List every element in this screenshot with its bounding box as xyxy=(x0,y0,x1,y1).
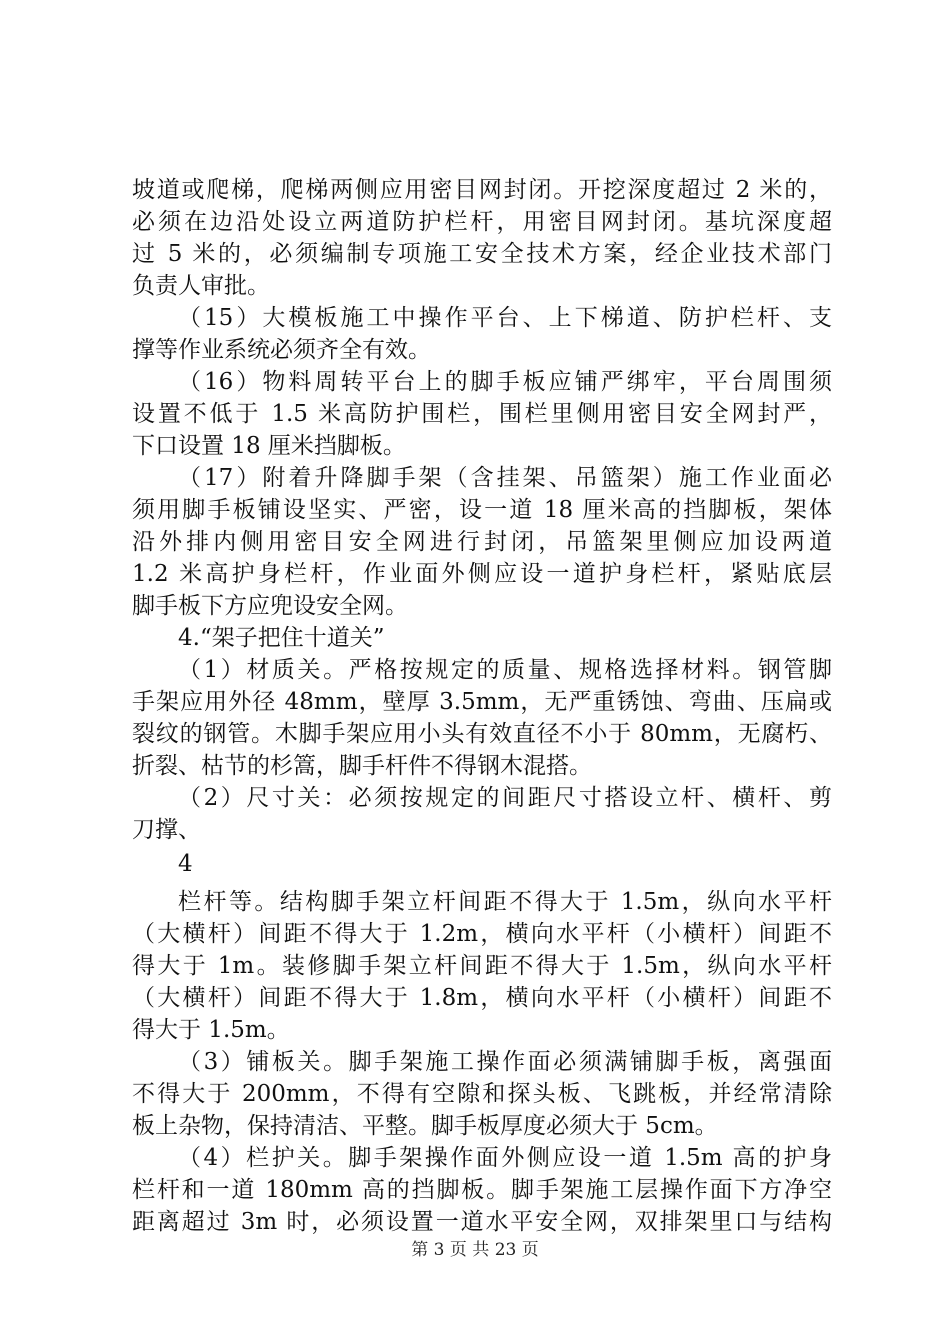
text-line: 必须在边沿处设立两道防护栏杆，用密目网封闭。基坑深度超 xyxy=(132,209,832,235)
text-line: 得大于 1.5m。 xyxy=(132,1017,290,1043)
text-line: 坡道或爬梯，爬梯两侧应用密目网封闭。开挖深度超过 2 米的， xyxy=(132,177,832,203)
text-line: 负责人审批。 xyxy=(132,273,270,299)
text-line: 脚手板下方应兜设安全网。 xyxy=(132,593,408,619)
text-line: （1）材质关。严格按规定的质量、规格选择材料。钢管脚 xyxy=(178,657,832,683)
text-line: 刀撑、 xyxy=(132,817,201,843)
inline-page-number: 4 xyxy=(178,851,193,877)
text-line: 栏杆等。结构脚手架立杆间距不得大于 1.5m，纵向水平杆 xyxy=(178,889,832,915)
text-line: 1.2 米高护身栏杆，作业面外侧应设一道护身栏杆，紧贴底层 xyxy=(132,561,832,587)
text-line: 手架应用外径 48mm，壁厚 3.5mm，无严重锈蚀、弯曲、压扁或 xyxy=(132,689,832,715)
text-line: 须用脚手板铺设坚实、严密，设一道 18 厘米高的挡脚板，架体 xyxy=(132,497,832,523)
text-line: （15）大模板施工中操作平台、上下梯道、防护栏杆、支 xyxy=(178,305,832,331)
document-body xyxy=(132,174,832,1238)
text-line: （大横杆）间距不得大于 1.2m，横向水平杆（小横杆）间距不 xyxy=(132,921,832,947)
text-line: （17）附着升降脚手架（含挂架、吊篮架）施工作业面必 xyxy=(178,465,832,491)
text-line: 沿外排内侧用密目安全网进行封闭，吊篮架里侧应加设两道 xyxy=(132,529,832,555)
text-line: 下口设置 18 厘米挡脚板。 xyxy=(132,433,406,459)
text-line: 设置不低于 1.5 米高防护围栏，围栏里侧用密目安全网封严， xyxy=(132,401,832,427)
text-line: 栏杆和一道 180mm 高的挡脚板。脚手架施工层操作面下方净空 xyxy=(132,1177,832,1203)
text-line: 板上杂物，保持清洁、平整。脚手板厚度必须大于 5cm。 xyxy=(132,1113,718,1139)
text-line: 距离超过 3m 时，必须设置一道水平安全网，双排架里口与结构 xyxy=(132,1209,832,1235)
section-heading: 4.“架子把住十道关” xyxy=(178,625,385,651)
text-line: （大横杆）间距不得大于 1.8m，横向水平杆（小横杆）间距不 xyxy=(132,985,832,1011)
text-line: 不得大于 200mm，不得有空隙和探头板、飞跳板，并经常清除 xyxy=(132,1081,832,1107)
text-line: （3）铺板关。脚手架施工操作面必须满铺脚手板，离强面 xyxy=(178,1049,832,1075)
text-line: 得大于 1m。装修脚手架立杆间距不得大于 1.5m，纵向水平杆 xyxy=(132,953,832,979)
page-footer: 第 3 页 共 23 页 xyxy=(411,1240,539,1260)
text-line: （2）尺寸关：必须按规定的间距尺寸搭设立杆、横杆、剪 xyxy=(178,785,832,811)
text-line: （16）物料周转平台上的脚手板应铺严绑牢，平台周围须 xyxy=(178,369,832,395)
text-line: （4）栏护关。脚手架操作面外侧应设一道 1.5m 高的护身 xyxy=(178,1145,832,1171)
text-line: 过 5 米的，必须编制专项施工安全技术方案，经企业技术部门 xyxy=(132,241,832,267)
text-line: 撑等作业系统必须齐全有效。 xyxy=(132,337,431,363)
text-line: 裂纹的钢管。木脚手架应用小头有效直径不小于 80mm，无腐朽、 xyxy=(132,721,832,747)
text-line: 折裂、枯节的杉篙，脚手杆件不得钢木混搭。 xyxy=(132,753,592,779)
